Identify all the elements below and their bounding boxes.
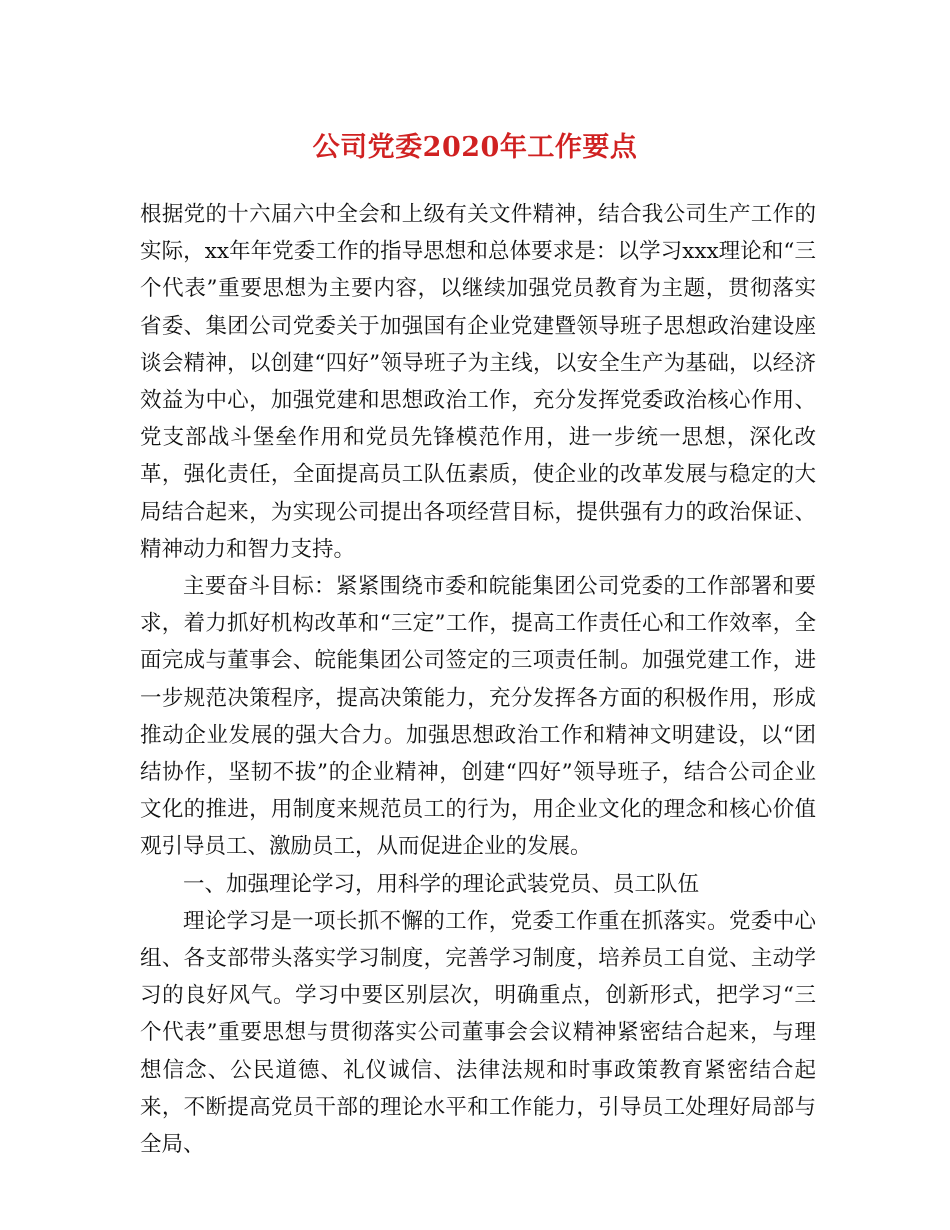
paragraph-theory-study: 理论学习是一项长抓不懈的工作，党委工作重在抓落实。党委中心组、各支部带头落实学习制度，完善学习制度，培养员工自觉、主动学习的良好风气。学习中要区别层次，明确重点，创新形式，把学习“三个代表”重要思想与贯彻落实公司董事会会议精神紧密结合起来，与理想信念、公民道德、礼仪诚信、法律法规和时事政策教育紧密结合起来，不断提高党员干部的理论水平和工作能力，引导员工处理好局部与全局、 bbox=[140, 908, 816, 1158]
document-title: 公司党委2020年工作要点 bbox=[312, 132, 638, 163]
paragraph-guiding-ideology: 根据党的十六届六中全会和上级有关文件精神，结合我公司生产工作的实际，xx年年党委工作的指导思想和总体要求是：以学习xxx理论和“三个代表”重要思想为主要内容，以继续加强党员教育为主题，贯彻落实省委、集团公司党委关于加强国有企业党建暨领导班子思想政治建设座谈会精神，以创建“四好”领导班子为主线，以安全生产为基础，以经济效益为中心，加强党建和思想政治工作，充分发挥党委政治核心作用、党支部战斗堡垒作用和党员先锋模范作用，进一步统一思想，深化改革，强化责任，全面提高员工队伍素质，使企业的改革发展与稳定的大局结合起来，为实现公司提出各项经营目标，提供强有力的政治保证、精神动力和智力支持。 bbox=[140, 202, 816, 562]
section-heading-theory-study: 一、加强理论学习，用科学的理论武装党员、员工队伍 bbox=[183, 871, 700, 897]
paragraph-main-goals: 主要奋斗目标：紧紧围绕市委和皖能集团公司党委的工作部署和要求，着力抓好机构改革和“三定”工作，提高工作责任心和工作效率，全面完成与董事会、皖能集团公司签定的三项责任制。加强党建工作，进一步规范决策程序，提高决策能力，充分发挥各方面的积极作用，形成推动企业发展的强大合力。加强思想政治工作和精神文明建设，以“团结协作，坚韧不拔”的企业精神，创建“四好”领导班子，结合公司企业文化的推进，用制度来规范员工的行为，用企业文化的理念和核心价值观引导员工、激励员工，从而促进企业的发展。 bbox=[140, 574, 816, 860]
document-body bbox=[140, 196, 816, 1163]
